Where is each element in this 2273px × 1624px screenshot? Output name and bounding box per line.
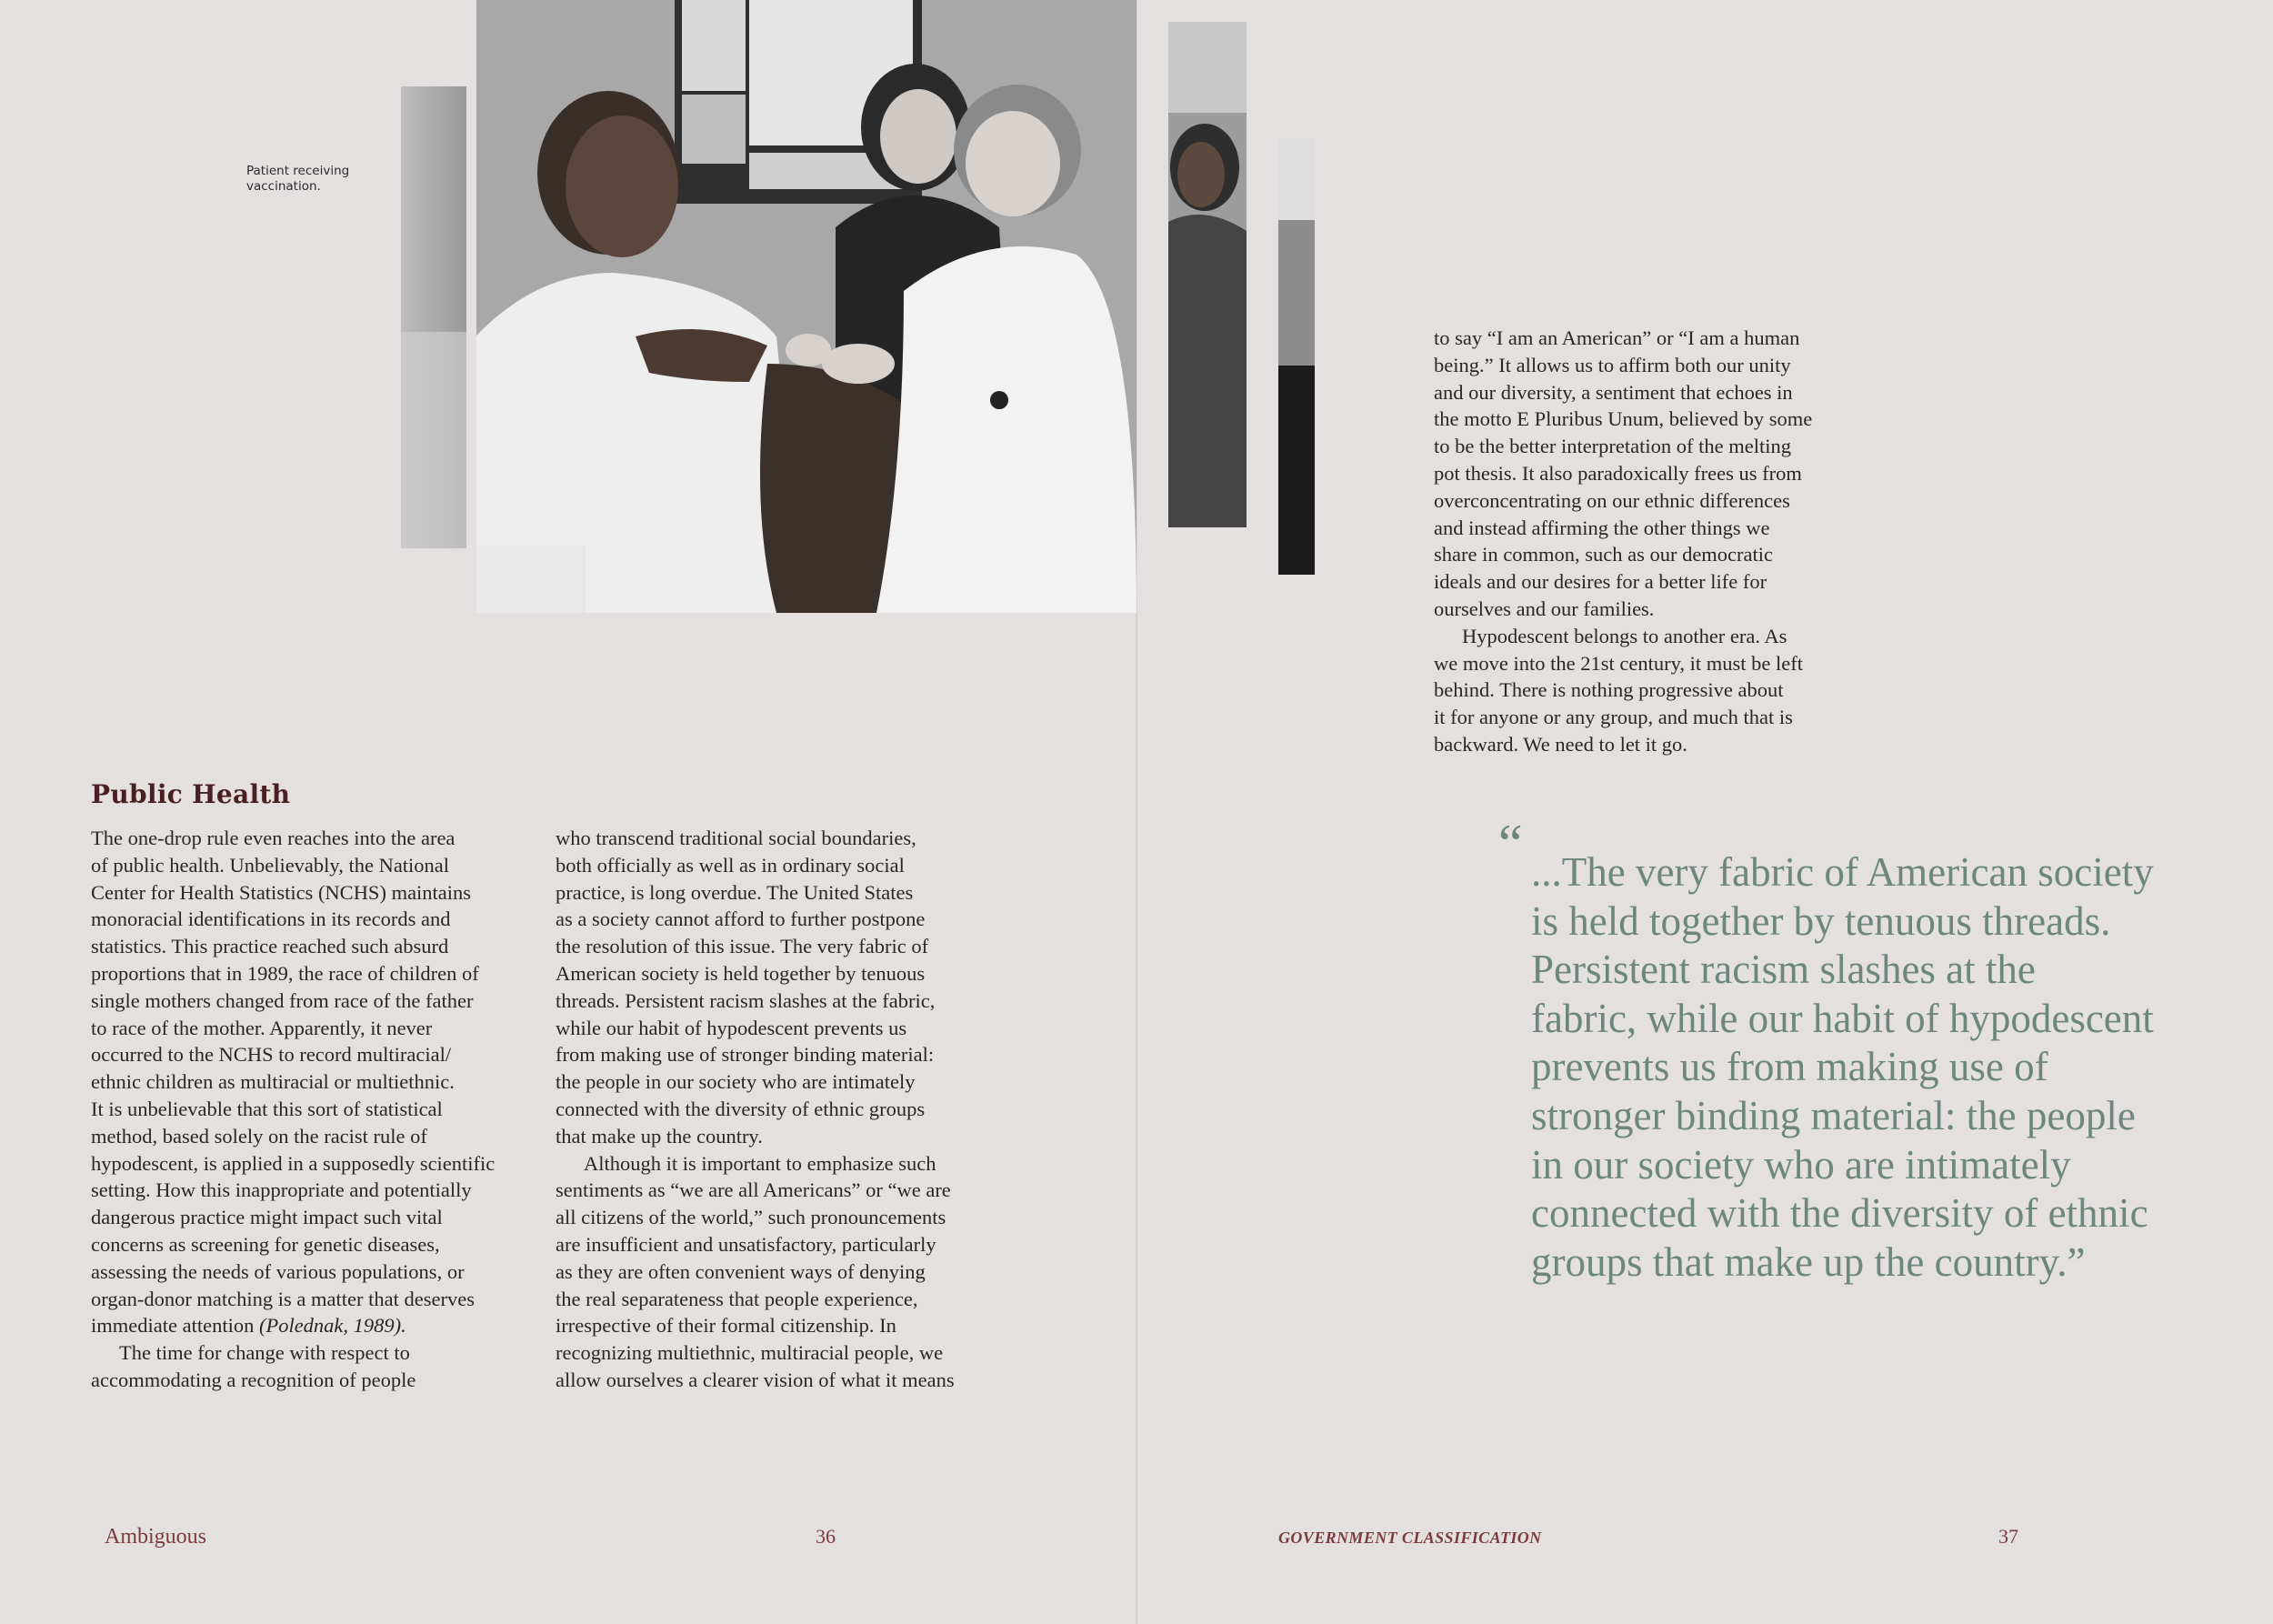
body-column-1-line: The time for change with respect to bbox=[119, 1341, 410, 1365]
body-column-1-line: accommodating a recognition of people bbox=[91, 1368, 416, 1391]
body-column-2-line: Although it is important to emphasize such bbox=[584, 1151, 936, 1175]
body-column-1-line: to race of the mother. Apparently, it never bbox=[91, 1016, 433, 1039]
body-column-2-line: connected with the diversity of ethnic groups bbox=[556, 1097, 926, 1120]
body-column-1-line: statistics. This practice reached such absurd bbox=[91, 935, 449, 958]
body-column-3-line: pot thesis. It also paradoxically frees us from bbox=[1434, 461, 1802, 485]
pullquote-line: in our society who are intimately bbox=[1531, 1141, 2071, 1188]
body-column-2-line: who transcend traditional social boundaries, bbox=[556, 827, 916, 849]
body-column-1-line: Center for Health Statistics (NCHS) maintains bbox=[91, 880, 472, 904]
body-column-2-line: sentiments as “we are all Americans” or “we are bbox=[556, 1178, 951, 1202]
body-column-3-line: to say “I am an American” or “I am a human bbox=[1434, 326, 1800, 349]
body-column-2-line: American society is held together by tenuous bbox=[556, 961, 926, 985]
body-column-1 bbox=[91, 825, 536, 1394]
body-column-3-line: overconcentrating on our ethnic differences bbox=[1434, 488, 1790, 512]
body-column-2-line: recognizing multiethnic, multiracial people, we bbox=[556, 1341, 944, 1365]
right-page bbox=[1137, 0, 2273, 1624]
left-page bbox=[0, 0, 1136, 1624]
pullquote-line: stronger binding material: the people bbox=[1531, 1092, 2136, 1138]
pullquote-line: is held together by tenuous threads. bbox=[1531, 897, 2111, 944]
body-column-2-line: from making use of stronger binding material: bbox=[556, 1043, 935, 1067]
body-column-3-line: share in common, such as our democratic bbox=[1434, 543, 1774, 566]
body-column-3-line: it for anyone or any group, and much that is bbox=[1434, 706, 1793, 729]
pullquote bbox=[1531, 848, 2186, 1287]
body-column-3-line: and instead affirming the other things we bbox=[1434, 516, 1770, 539]
body-column-3-line: ourselves and our families. bbox=[1434, 596, 1655, 620]
page-number-left: 36 bbox=[816, 1525, 836, 1548]
body-column-2-line: as a society cannot afford to further postpone bbox=[556, 907, 926, 931]
footer-chapter-title: GOVERNMENT CLASSIFICATION bbox=[1278, 1529, 1542, 1547]
body-column-3-line: backward. We need to let it go. bbox=[1434, 732, 1687, 756]
body-column-1-line: single mothers changed from race of the father bbox=[91, 988, 474, 1012]
body-column-2-line: threads. Persistent racism slashes at the fabric, bbox=[556, 988, 936, 1012]
pullquote-mark: “ bbox=[1498, 814, 1523, 874]
body-column-1-line: monoracial identifications in its records and bbox=[91, 907, 451, 931]
body-column-1-line: setting. How this inappropriate and potentially bbox=[91, 1178, 472, 1202]
body-column-1-line: method, based solely on the racist rule of bbox=[91, 1124, 427, 1148]
body-column-1-line: The one-drop rule even reaches into the area bbox=[91, 827, 456, 849]
body-column-2-line: the real separateness that people experience, bbox=[556, 1287, 918, 1310]
body-column-2-line: are insufficient and unsatisfactory, particularly bbox=[556, 1232, 936, 1256]
body-column-1-line: hypodescent, is applied in a supposedly scientific bbox=[91, 1151, 496, 1175]
body-column-1-line: of public health. Unbelievably, the National bbox=[91, 853, 450, 877]
body-column-1-line: occurred to the NCHS to record multiracial/ bbox=[91, 1043, 452, 1067]
pullquote-line: connected with the diversity of ethnic bbox=[1531, 1190, 2148, 1237]
pullquote-line: Persistent racism slashes at the bbox=[1531, 947, 2036, 993]
body-column-2-line: the resolution of this issue. The very fabric of bbox=[556, 935, 929, 958]
body-column-2-line: all citizens of the world,” such pronouncements bbox=[556, 1206, 946, 1229]
body-column-1-line: assessing the needs of various populations, or bbox=[91, 1259, 465, 1283]
footer-book-title: Ambiguous bbox=[105, 1525, 207, 1549]
citation: (Polednak, 1989). bbox=[258, 1314, 406, 1338]
body-column-2-line: the people in our society who are intimately bbox=[556, 1070, 916, 1094]
body-column-2-line: allow ourselves a clearer vision of what it means bbox=[556, 1368, 955, 1391]
vaccination-photo bbox=[476, 0, 1136, 613]
body-column-3-line: the motto E Pluribus Unum, believed by some bbox=[1434, 407, 1813, 431]
body-column-3-line: we move into the 21st century, it must be left bbox=[1434, 651, 1803, 675]
photo-strip-right-1 bbox=[1168, 22, 1247, 527]
body-column-2-line: while our habit of hypodescent prevents us bbox=[556, 1016, 907, 1039]
photo-caption: Patient receiving vaccination. bbox=[246, 164, 350, 194]
body-column-2-line: practice, is long overdue. The United States bbox=[556, 880, 914, 904]
body-column-3-line: to be the better interpretation of the melting bbox=[1434, 435, 1791, 458]
body-column-2-line: both officially as well as in ordinary social bbox=[556, 853, 905, 877]
pullquote-line: ...The very fabric of American society bbox=[1531, 849, 2154, 895]
pullquote-line: groups that make up the country.” bbox=[1531, 1238, 2086, 1285]
body-column-3-line: behind. There is nothing progressive about bbox=[1434, 678, 1784, 702]
body-column-3-line: being.” It allows us to affirm both our unity bbox=[1434, 353, 1791, 376]
pullquote-line: fabric, while our habit of hypodescent bbox=[1531, 995, 2154, 1041]
body-column-3-line: and our diversity, a sentiment that echoes in bbox=[1434, 380, 1793, 404]
body-column-3-line: ideals and our desires for a better life for bbox=[1434, 570, 1767, 594]
body-column-1-line: proportions that in 1989, the race of children of bbox=[91, 961, 479, 985]
body-column-1-line: dangerous practice might impact such vital bbox=[91, 1206, 443, 1229]
body-column-2-line: that make up the country. bbox=[556, 1124, 763, 1148]
body-column-1-line: ethnic children as multiracial or multiethnic. bbox=[91, 1070, 455, 1094]
body-column-3-line: Hypodescent belongs to another era. As bbox=[1462, 624, 1787, 647]
pullquote-line: prevents us from making use of bbox=[1531, 1044, 2048, 1090]
body-column-2-line: as they are often convenient ways of denying bbox=[556, 1259, 926, 1283]
body-column-1-line: immediate attention (Polednak, 1989). bbox=[91, 1314, 406, 1338]
body-column-1-line: concerns as screening for genetic diseases, bbox=[91, 1232, 440, 1256]
body-column-1-line: organ-donor matching is a matter that deserves bbox=[91, 1287, 475, 1310]
body-column-3 bbox=[1434, 325, 1870, 758]
body-column-2-line: irrespective of their formal citizenship. In bbox=[556, 1314, 896, 1338]
body-column-1-line: It is unbelievable that this sort of statistical bbox=[91, 1097, 443, 1120]
section-heading: Public Health bbox=[91, 779, 291, 809]
photo-strip-left bbox=[401, 86, 466, 548]
photo-strip-right-2 bbox=[1278, 138, 1315, 575]
page-number-right: 37 bbox=[1998, 1525, 2018, 1548]
body-column-2 bbox=[556, 825, 1001, 1394]
